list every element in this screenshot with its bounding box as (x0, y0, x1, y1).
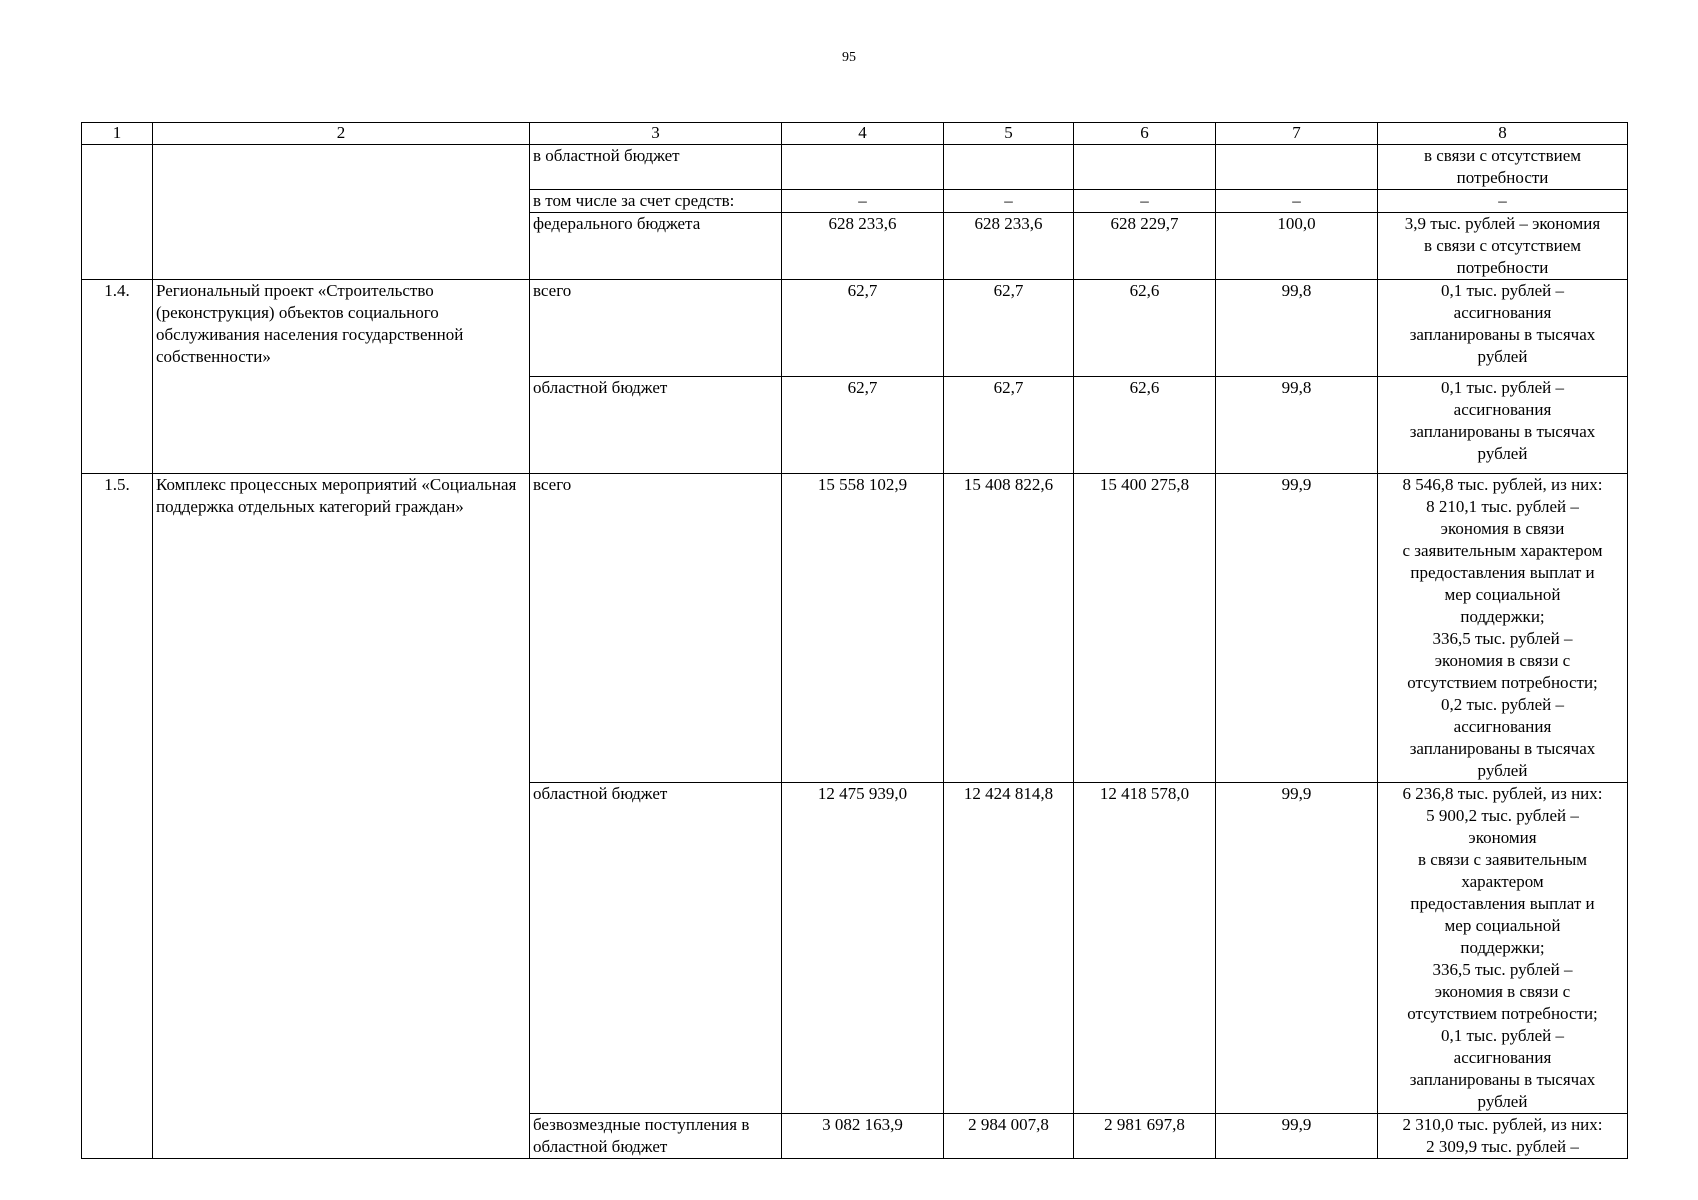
budgeted-cell: 62,7 (944, 377, 1074, 474)
percent-cell: 99,9 (1216, 1114, 1378, 1159)
planned-cell: 3 082 163,9 (782, 1114, 944, 1159)
budgeted-cell: 12 424 814,8 (944, 783, 1074, 1114)
percent-cell: 100,0 (1216, 213, 1378, 280)
funding-source-cell: областной бюджет (530, 783, 782, 1114)
note-cell: 3,9 тыс. рублей – экономия в связи с отсутствием потребности (1378, 213, 1628, 280)
percent-cell: 99,8 (1216, 377, 1378, 474)
header-cell: 2 (153, 123, 530, 145)
item-number-cell (82, 145, 153, 280)
executed-cell: 2 981 697,8 (1074, 1114, 1216, 1159)
table-row (82, 280, 1628, 377)
budgeted-cell: 15 408 822,6 (944, 474, 1074, 783)
percent-cell: 99,8 (1216, 280, 1378, 377)
item-name-cell: Региональный проект «Строительство (реконструкция) объектов социального обслуживания населения государственной собственности» (153, 280, 530, 474)
note-cell: 0,1 тыс. рублей – ассигнования запланированы в тысячах рублей (1378, 377, 1628, 474)
planned-cell: 15 558 102,9 (782, 474, 944, 783)
item-name-cell: Комплекс процессных мероприятий «Социальная поддержка отдельных категорий граждан» (153, 474, 530, 1159)
funding-source-cell: областной бюджет (530, 377, 782, 474)
funding-source-cell: в областной бюджет (530, 145, 782, 190)
planned-cell: 62,7 (782, 377, 944, 474)
budgeted-cell (944, 145, 1074, 190)
percent-cell: – (1216, 190, 1378, 213)
note-cell: в связи с отсутствием потребности (1378, 145, 1628, 190)
table-row (82, 474, 1628, 783)
note-cell: 8 546,8 тыс. рублей, из них: 8 210,1 тыс. рублей – экономия в связи с заявительным характером предоставления выплат и мер социальной поддержки; 336,5 тыс. рублей – экономия в связи с отсутствием потребности; 0,2 тыс. рублей – ассигнования запланированы в тысячах рублей (1378, 474, 1628, 783)
funding-source-cell: всего (530, 280, 782, 377)
budgeted-cell: 62,7 (944, 280, 1074, 377)
item-number-cell: 1.4. (82, 280, 153, 474)
table-header (82, 123, 1628, 145)
planned-cell: – (782, 190, 944, 213)
planned-cell: 12 475 939,0 (782, 783, 944, 1114)
executed-cell: 628 229,7 (1074, 213, 1216, 280)
note-cell: 6 236,8 тыс. рублей, из них: 5 900,2 тыс. рублей – экономия в связи с заявительным характером предоставления выплат и мер социальной поддержки; 336,5 тыс. рублей – экономия в связи с отсутствием потребности; 0,1 тыс. рублей – ассигнования запланированы в тысячах рублей (1378, 783, 1628, 1114)
note-cell: – (1378, 190, 1628, 213)
header-cell: 1 (82, 123, 153, 145)
executed-cell: 12 418 578,0 (1074, 783, 1216, 1114)
item-name-cell (153, 145, 530, 280)
header-cell: 3 (530, 123, 782, 145)
funding-source-cell: федерального бюджета (530, 213, 782, 280)
percent-cell: 99,9 (1216, 783, 1378, 1114)
planned-cell (782, 145, 944, 190)
executed-cell: – (1074, 190, 1216, 213)
header-cell: 8 (1378, 123, 1628, 145)
header-row (82, 123, 1628, 145)
executed-cell (1074, 145, 1216, 190)
budget-report-table (81, 122, 1628, 1159)
funding-source-cell: всего (530, 474, 782, 783)
funding-source-cell: в том числе за счет средств: (530, 190, 782, 213)
executed-cell: 62,6 (1074, 377, 1216, 474)
percent-cell: 99,9 (1216, 474, 1378, 783)
table-row (82, 145, 1628, 190)
header-cell: 6 (1074, 123, 1216, 145)
budgeted-cell: 2 984 007,8 (944, 1114, 1074, 1159)
header-cell: 5 (944, 123, 1074, 145)
header-cell: 7 (1216, 123, 1378, 145)
planned-cell: 62,7 (782, 280, 944, 377)
executed-cell: 15 400 275,8 (1074, 474, 1216, 783)
item-number-cell: 1.5. (82, 474, 153, 1159)
planned-cell: 628 233,6 (782, 213, 944, 280)
funding-source-cell: безвозмездные поступления в областной бюджет (530, 1114, 782, 1159)
percent-cell (1216, 145, 1378, 190)
page-number: 95 (842, 50, 856, 65)
note-cell: 0,1 тыс. рублей – ассигнования запланированы в тысячах рублей (1378, 280, 1628, 377)
budgeted-cell: – (944, 190, 1074, 213)
header-cell: 4 (782, 123, 944, 145)
budgeted-cell: 628 233,6 (944, 213, 1074, 280)
note-cell: 2 310,0 тыс. рублей, из них: 2 309,9 тыс. рублей – (1378, 1114, 1628, 1159)
executed-cell: 62,6 (1074, 280, 1216, 377)
